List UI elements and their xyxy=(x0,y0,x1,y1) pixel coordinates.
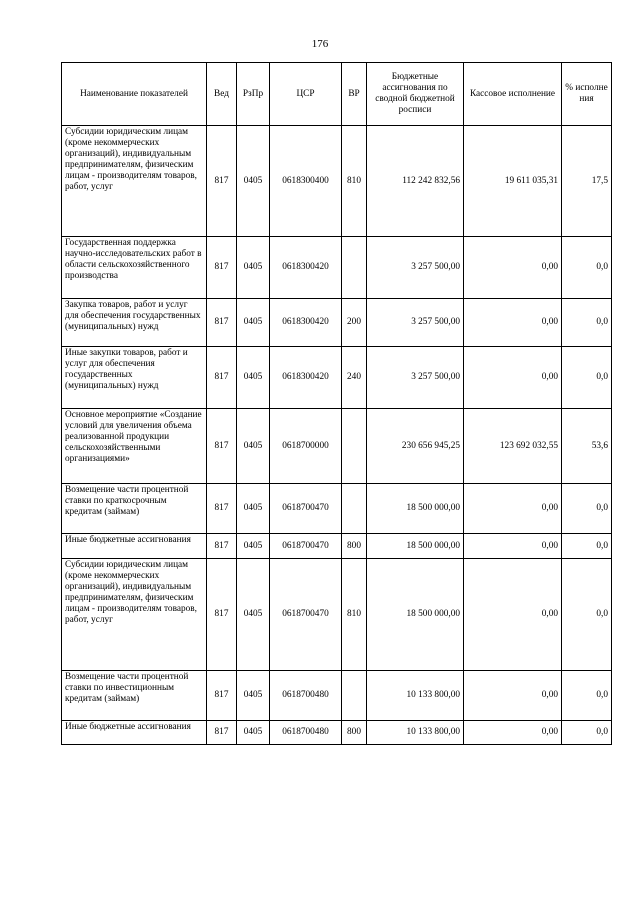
cell-csr: 0618300420 xyxy=(270,347,342,409)
cell-ved: 817 xyxy=(207,237,237,299)
cell-csr: 0618300420 xyxy=(270,299,342,347)
cell-cash: 123 692 032,55 xyxy=(464,409,562,484)
cell-rzpr: 0405 xyxy=(237,409,270,484)
budget-execution-table xyxy=(61,62,612,745)
cell-cash: 19 611 035,31 xyxy=(464,126,562,237)
cell-percent: 0,0 xyxy=(562,559,612,671)
cell-vr: 800 xyxy=(342,534,367,559)
table-row xyxy=(62,671,612,721)
cell-budget: 3 257 500,00 xyxy=(367,299,464,347)
cell-csr: 0618700480 xyxy=(270,721,342,745)
cell-vr: 800 xyxy=(342,721,367,745)
cell-rzpr: 0405 xyxy=(237,299,270,347)
cell-cash: 0,00 xyxy=(464,484,562,534)
cell-name: Иные бюджетные ассигнования xyxy=(62,721,207,745)
cell-percent: 53,6 xyxy=(562,409,612,484)
cell-cash: 0,00 xyxy=(464,237,562,299)
cell-vr: 810 xyxy=(342,559,367,671)
table-row xyxy=(62,126,612,237)
header-rzpr: РзПр xyxy=(237,63,270,126)
cell-cash: 0,00 xyxy=(464,299,562,347)
cell-name: Государственная поддержка научно-исследовательских работ в области сельскохозяйственного производства xyxy=(62,237,207,299)
cell-ved: 817 xyxy=(207,721,237,745)
cell-csr: 0618300400 xyxy=(270,126,342,237)
header-ved: Вед xyxy=(207,63,237,126)
cell-percent: 0,0 xyxy=(562,237,612,299)
cell-csr: 0618300420 xyxy=(270,237,342,299)
cell-name: Субсидии юридическим лицам (кроме некоммерческих организаций), индивидуальным предпринимателям, физическим лицам - производителям товаров, работ, услуг xyxy=(62,126,207,237)
table-row xyxy=(62,534,612,559)
cell-budget: 18 500 000,00 xyxy=(367,484,464,534)
cell-vr xyxy=(342,484,367,534)
cell-ved: 817 xyxy=(207,409,237,484)
header-percent: % исполне ния xyxy=(562,63,612,126)
cell-percent: 17,5 xyxy=(562,126,612,237)
table-row xyxy=(62,559,612,671)
cell-name: Закупка товаров, работ и услуг для обеспечения государственных (муниципальных) нужд xyxy=(62,299,207,347)
header-cash: Кассовое исполнение xyxy=(464,63,562,126)
cell-rzpr: 0405 xyxy=(237,721,270,745)
cell-csr: 0618700470 xyxy=(270,484,342,534)
table-row xyxy=(62,237,612,299)
cell-name: Возмещение части процентной ставки по краткосрочным кредитам (займам) xyxy=(62,484,207,534)
cell-rzpr: 0405 xyxy=(237,126,270,237)
table-row xyxy=(62,299,612,347)
table-row xyxy=(62,484,612,534)
cell-cash: 0,00 xyxy=(464,721,562,745)
cell-ved: 817 xyxy=(207,559,237,671)
cell-percent: 0,0 xyxy=(562,484,612,534)
cell-rzpr: 0405 xyxy=(237,237,270,299)
cell-name: Субсидии юридическим лицам (кроме некоммерческих организаций), индивидуальным предпринимателям, физическим лицам - производителям товаров, работ, услуг xyxy=(62,559,207,671)
cell-csr: 0618700000 xyxy=(270,409,342,484)
cell-vr xyxy=(342,671,367,721)
cell-csr: 0618700470 xyxy=(270,534,342,559)
cell-name: Возмещение части процентной ставки по инвестиционным кредитам (займам) xyxy=(62,671,207,721)
cell-vr xyxy=(342,237,367,299)
cell-cash: 0,00 xyxy=(464,671,562,721)
cell-ved: 817 xyxy=(207,534,237,559)
cell-rzpr: 0405 xyxy=(237,347,270,409)
cell-percent: 0,0 xyxy=(562,721,612,745)
cell-budget: 18 500 000,00 xyxy=(367,534,464,559)
cell-ved: 817 xyxy=(207,347,237,409)
cell-vr: 240 xyxy=(342,347,367,409)
cell-csr: 0618700480 xyxy=(270,671,342,721)
cell-vr: 200 xyxy=(342,299,367,347)
cell-budget: 230 656 945,25 xyxy=(367,409,464,484)
cell-cash: 0,00 xyxy=(464,559,562,671)
cell-budget: 10 133 800,00 xyxy=(367,671,464,721)
cell-percent: 0,0 xyxy=(562,299,612,347)
header-csr: ЦСР xyxy=(270,63,342,126)
cell-name: Основное мероприятие «Создание условий для увеличения объема реализованной продукции сельскохозяйственными организациями» xyxy=(62,409,207,484)
cell-ved: 817 xyxy=(207,126,237,237)
cell-budget: 18 500 000,00 xyxy=(367,559,464,671)
cell-budget: 112 242 832,56 xyxy=(367,126,464,237)
cell-name: Иные бюджетные ассигнования xyxy=(62,534,207,559)
cell-budget: 10 133 800,00 xyxy=(367,721,464,745)
cell-ved: 817 xyxy=(207,671,237,721)
header-vr: ВР xyxy=(342,63,367,126)
table-row xyxy=(62,721,612,745)
cell-budget: 3 257 500,00 xyxy=(367,237,464,299)
cell-rzpr: 0405 xyxy=(237,671,270,721)
cell-percent: 0,0 xyxy=(562,534,612,559)
page-number: 176 xyxy=(311,38,329,50)
cell-rzpr: 0405 xyxy=(237,534,270,559)
cell-percent: 0,0 xyxy=(562,671,612,721)
cell-cash: 0,00 xyxy=(464,534,562,559)
cell-rzpr: 0405 xyxy=(237,484,270,534)
table-row xyxy=(62,409,612,484)
cell-csr: 0618700470 xyxy=(270,559,342,671)
cell-vr: 810 xyxy=(342,126,367,237)
header-row xyxy=(62,63,612,126)
cell-budget: 3 257 500,00 xyxy=(367,347,464,409)
cell-ved: 817 xyxy=(207,484,237,534)
cell-percent: 0,0 xyxy=(562,347,612,409)
cell-ved: 817 xyxy=(207,299,237,347)
cell-vr xyxy=(342,409,367,484)
cell-cash: 0,00 xyxy=(464,347,562,409)
cell-name: Иные закупки товаров, работ и услуг для обеспечения государственных (муниципальных) нужд xyxy=(62,347,207,409)
table-row xyxy=(62,347,612,409)
header-budget: Бюджетные ассигнования по сводной бюджетной росписи xyxy=(367,63,464,126)
header-name: Наименование показателей xyxy=(62,63,207,126)
cell-rzpr: 0405 xyxy=(237,559,270,671)
